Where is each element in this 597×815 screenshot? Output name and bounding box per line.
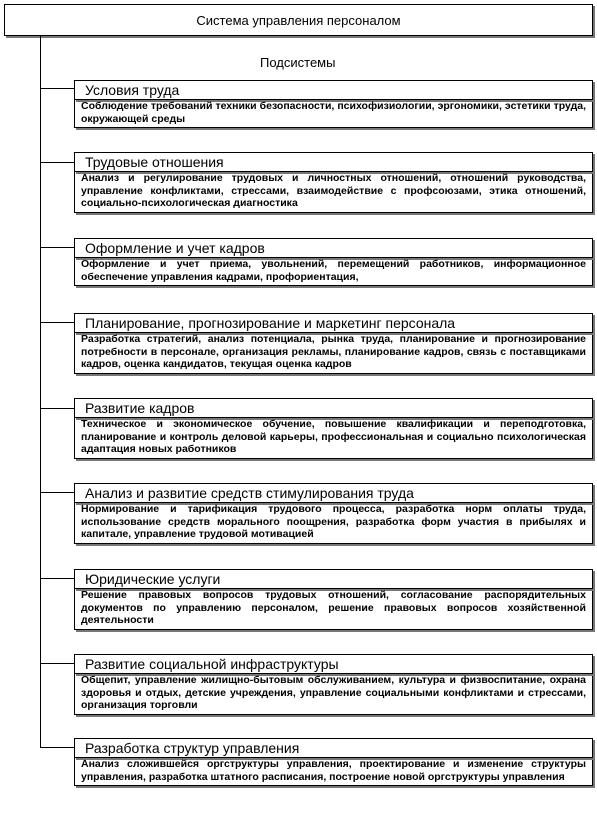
subsystem-title: Оформление и учет кадров	[74, 238, 593, 258]
subsystem-social-infrastructure	[74, 654, 594, 715]
connector-branch-1	[40, 88, 74, 89]
connector-branch-7	[40, 578, 74, 579]
subsystem-description: Общепит, управление жилищно-бытовым обслуживанием, культура и физвоспитание, охрана здоровья и отдых, детские учреждения, управление социальными конфликтами и стрессами, организация торговли	[74, 673, 593, 715]
subsystem-description: Техническое и экономическое обучение, повышение квалификации и переподготовка, планирование и контроль деловой карьеры, профессиональная и социально психологическая адаптация новых работников	[74, 417, 593, 459]
subsystem-title: Разработка структур управления	[74, 738, 593, 758]
subsystem-description: Разработка стратегий, анализ потенциала, рынка труда, планирование и прогнозирование потребности в персонале, организация рекламы, планирование кадров, связь с поставщиками кадров, оценка кандидатов, текущая оценка кадров	[74, 332, 593, 374]
subsystem-labor-relations	[74, 152, 594, 213]
subsystems-heading: Подсистемы	[260, 55, 336, 70]
connector-branch-4	[40, 322, 74, 323]
subsystem-legal-services	[74, 569, 594, 630]
subsystem-title: Условия труда	[74, 80, 593, 100]
connector-spine	[40, 36, 41, 748]
subsystem-title: Развитие кадров	[74, 398, 593, 418]
connector-branch-3	[40, 247, 74, 248]
connector-branch-9	[40, 747, 74, 748]
subsystem-title: Юридические услуги	[74, 569, 593, 589]
subsystem-personnel-planning	[74, 313, 594, 374]
diagram-title: Система управления персоналом	[196, 12, 401, 28]
subsystem-labor-incentives	[74, 483, 594, 544]
subsystem-description: Нормирование и тарификация трудового процесса, разработка норм оплаты труда, использование средств морального поощрения, разработка форм участия в прибылях и капитале, управление трудовой мотивацией	[74, 502, 593, 544]
subsystem-management-structures	[74, 738, 594, 786]
subsystem-description: Соблюдение требований техники безопасности, психофизиологии, эргономики, эстетики труда, окружающей среды	[74, 99, 593, 128]
subsystem-description: Оформление и учет приема, увольнений, перемещений работников, информационное обеспечение управления кадрами, профориентация,	[74, 257, 593, 286]
connector-branch-8	[40, 663, 74, 664]
subsystem-title: Планирование, прогнозирование и маркетинг персонала	[74, 313, 593, 333]
connector-branch-6	[40, 492, 74, 493]
connector-branch-2	[40, 162, 74, 163]
subsystem-description: Анализ и регулирование трудовых и личностных отношений, отношений руководства, управление конфликтами, стрессами, взаимодействие с профсоюзами, этика отношений, социально-психологическая диагностика	[74, 171, 593, 213]
subsystem-title: Развитие социальной инфраструктуры	[74, 654, 593, 674]
connector-branch-5	[40, 408, 74, 409]
subsystem-title: Трудовые отношения	[74, 152, 593, 172]
subsystem-personnel-development	[74, 398, 594, 459]
subsystem-working-conditions	[74, 80, 594, 128]
subsystem-personnel-records	[74, 238, 594, 286]
subsystem-description: Решение правовых вопросов трудовых отношений, согласование распорядительных документов по управлению персоналом, решение правовых вопросов хозяйственной деятельности	[74, 588, 593, 630]
subsystem-description: Анализ сложившейся оргструктуры управления, проектирование и изменение структуры управления, разработка штатного расписания, построение новой оргструктуры управления	[74, 757, 593, 786]
subsystem-title: Анализ и развитие средств стимулирования труда	[74, 483, 593, 503]
root-system-box	[4, 4, 593, 36]
